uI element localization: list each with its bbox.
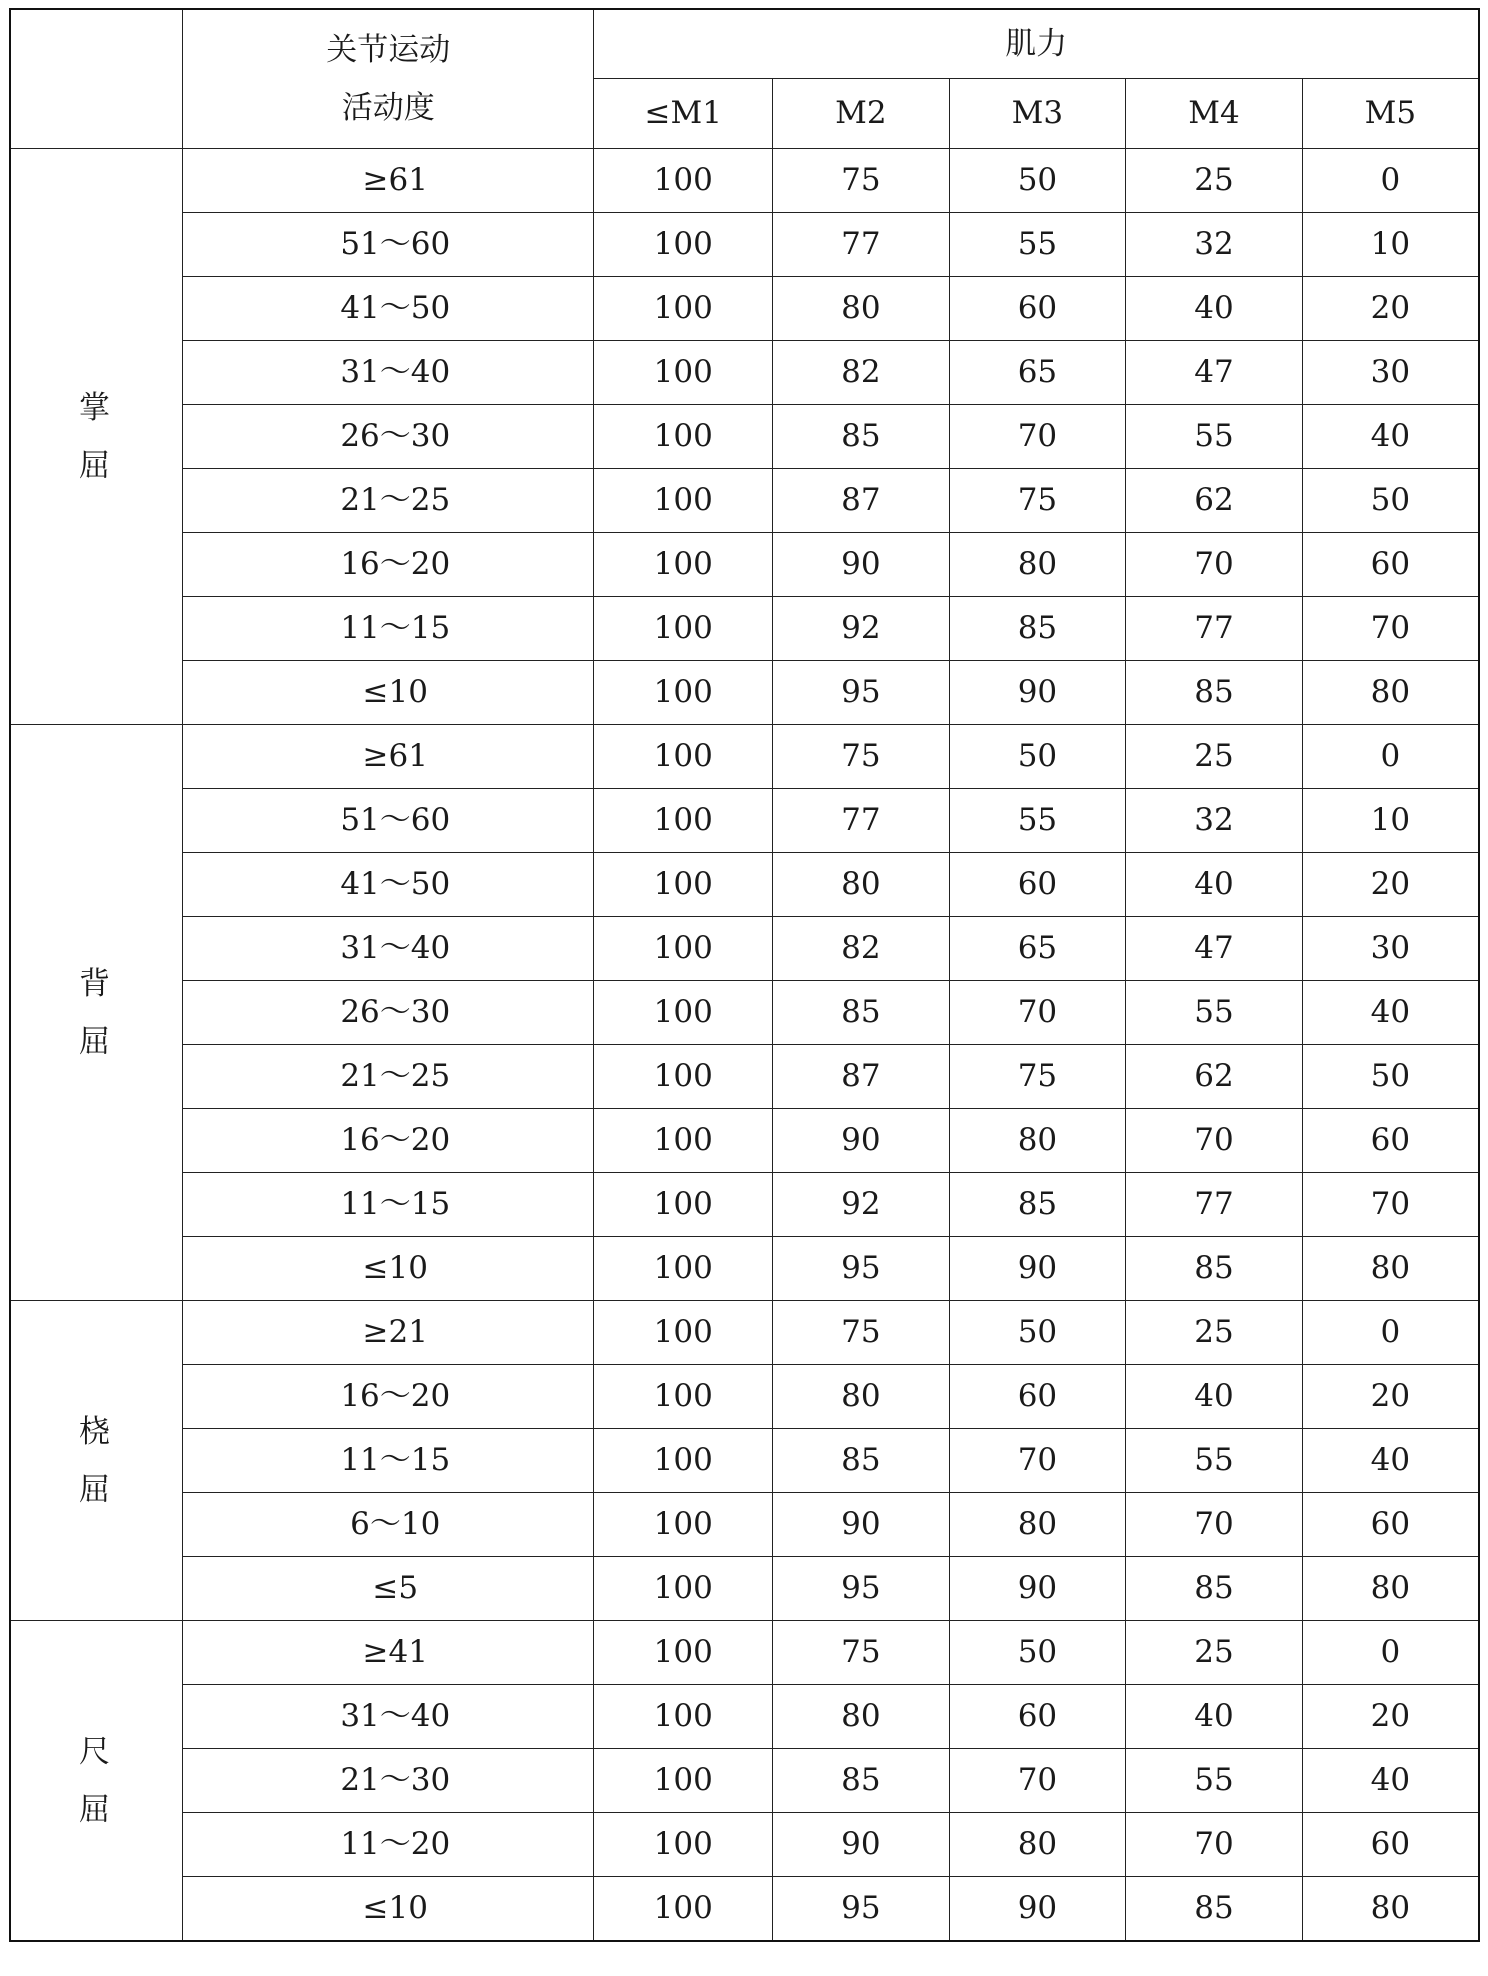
value-cell: 90 — [773, 533, 950, 597]
value-cell: 80 — [949, 1813, 1126, 1877]
value-cell: 50 — [949, 149, 1126, 213]
value-cell: 55 — [1126, 405, 1303, 469]
value-cell: 92 — [773, 1173, 950, 1237]
value-cell: 60 — [1302, 1493, 1479, 1557]
value-cell: 100 — [594, 533, 773, 597]
value-cell: 60 — [949, 1365, 1126, 1429]
value-cell: 50 — [1302, 1045, 1479, 1109]
value-cell: 100 — [594, 1301, 773, 1365]
value-cell: 82 — [773, 917, 950, 981]
group-label-cell — [10, 149, 183, 725]
value-cell: 80 — [773, 853, 950, 917]
muscle-strength-table — [9, 8, 1480, 1942]
grade-header-m1: ≤M1 — [594, 79, 773, 149]
value-cell: 40 — [1302, 405, 1479, 469]
group-label-line1: 尺 — [79, 1733, 111, 1770]
value-cell: 100 — [594, 597, 773, 661]
value-cell: 70 — [949, 1429, 1126, 1493]
range-cell: 16～20 — [183, 533, 594, 597]
muscle-strength-header: 肌力 — [594, 9, 1479, 79]
table-row — [10, 405, 1479, 469]
value-cell: 85 — [949, 1173, 1126, 1237]
value-cell: 95 — [773, 1237, 950, 1301]
value-cell: 90 — [773, 1813, 950, 1877]
value-cell: 80 — [949, 533, 1126, 597]
value-cell: 85 — [773, 1749, 950, 1813]
value-cell: 80 — [1302, 1877, 1479, 1942]
value-cell: 40 — [1302, 1749, 1479, 1813]
value-cell: 85 — [1126, 661, 1303, 725]
value-cell: 75 — [949, 1045, 1126, 1109]
value-cell: 100 — [594, 277, 773, 341]
value-cell: 65 — [949, 917, 1126, 981]
value-cell: 70 — [1126, 1493, 1303, 1557]
value-cell: 87 — [773, 1045, 950, 1109]
value-cell: 85 — [1126, 1877, 1303, 1942]
value-cell: 65 — [949, 341, 1126, 405]
value-cell: 100 — [594, 1429, 773, 1493]
range-cell: ≤5 — [183, 1557, 594, 1621]
range-cell: 41～50 — [183, 853, 594, 917]
value-cell: 85 — [949, 597, 1126, 661]
value-cell: 95 — [773, 661, 950, 725]
value-cell: 40 — [1126, 853, 1303, 917]
value-cell: 100 — [594, 405, 773, 469]
group-label-line1: 背 — [79, 965, 111, 1002]
range-cell: ≥61 — [183, 149, 594, 213]
value-cell: 87 — [773, 469, 950, 533]
range-cell: ≤10 — [183, 1237, 594, 1301]
value-cell: 85 — [773, 981, 950, 1045]
value-cell: 100 — [594, 1173, 773, 1237]
value-cell: 85 — [773, 405, 950, 469]
value-cell: 40 — [1302, 1429, 1479, 1493]
value-cell: 100 — [594, 469, 773, 533]
range-cell: 6～10 — [183, 1493, 594, 1557]
value-cell: 10 — [1302, 789, 1479, 853]
table-row — [10, 1493, 1479, 1557]
value-cell: 0 — [1302, 1621, 1479, 1685]
value-cell: 25 — [1126, 1621, 1303, 1685]
value-cell: 20 — [1302, 1365, 1479, 1429]
value-cell: 100 — [594, 213, 773, 277]
value-cell: 77 — [773, 789, 950, 853]
range-cell: 26～30 — [183, 405, 594, 469]
value-cell: 80 — [773, 1365, 950, 1429]
grade-header-m2: M2 — [773, 79, 950, 149]
value-cell: 0 — [1302, 149, 1479, 213]
table-row — [10, 533, 1479, 597]
table-row — [10, 149, 1479, 213]
value-cell: 100 — [594, 1109, 773, 1173]
table-row — [10, 1301, 1479, 1365]
value-cell: 95 — [773, 1877, 950, 1942]
value-cell: 100 — [594, 661, 773, 725]
value-cell: 40 — [1302, 981, 1479, 1045]
range-cell: 41～50 — [183, 277, 594, 341]
value-cell: 100 — [594, 1493, 773, 1557]
range-cell: ≥21 — [183, 1301, 594, 1365]
value-cell: 70 — [1302, 597, 1479, 661]
value-cell: 90 — [949, 1237, 1126, 1301]
value-cell: 10 — [1302, 213, 1479, 277]
value-cell: 100 — [594, 1237, 773, 1301]
value-cell: 60 — [949, 853, 1126, 917]
value-cell: 100 — [594, 1045, 773, 1109]
table-body — [10, 149, 1479, 1942]
table-header — [10, 9, 1479, 149]
range-cell: 31～40 — [183, 917, 594, 981]
value-cell: 50 — [949, 1301, 1126, 1365]
group-label-cell — [10, 725, 183, 1301]
table-row — [10, 853, 1479, 917]
value-cell: 25 — [1126, 149, 1303, 213]
value-cell: 85 — [1126, 1237, 1303, 1301]
value-cell: 32 — [1126, 789, 1303, 853]
value-cell: 100 — [594, 1877, 773, 1942]
group-label-line2: 屈 — [79, 1471, 111, 1508]
value-cell: 70 — [1126, 1813, 1303, 1877]
table-container — [9, 8, 1480, 1942]
value-cell: 70 — [949, 405, 1126, 469]
value-cell: 80 — [949, 1109, 1126, 1173]
value-cell: 0 — [1302, 1301, 1479, 1365]
table-row — [10, 981, 1479, 1045]
table-row — [10, 1813, 1479, 1877]
value-cell: 70 — [949, 1749, 1126, 1813]
table-row — [10, 917, 1479, 981]
table-row — [10, 661, 1479, 725]
group-label-line2: 屈 — [79, 447, 111, 484]
value-cell: 77 — [1126, 597, 1303, 661]
range-cell: ≤10 — [183, 661, 594, 725]
group-header-cell — [10, 9, 183, 149]
value-cell: 55 — [1126, 1429, 1303, 1493]
range-cell: 11～20 — [183, 1813, 594, 1877]
range-cell: 16～20 — [183, 1365, 594, 1429]
grade-header-m3: M3 — [949, 79, 1126, 149]
range-cell: 11～15 — [183, 1429, 594, 1493]
group-label-cell — [10, 1621, 183, 1942]
table-row — [10, 277, 1479, 341]
range-cell: ≤10 — [183, 1877, 594, 1942]
table-row — [10, 1685, 1479, 1749]
value-cell: 20 — [1302, 277, 1479, 341]
value-cell: 80 — [773, 277, 950, 341]
table-row — [10, 341, 1479, 405]
range-cell: 51～60 — [183, 789, 594, 853]
value-cell: 100 — [594, 981, 773, 1045]
range-cell: 31～40 — [183, 341, 594, 405]
value-cell: 95 — [773, 1557, 950, 1621]
table-row — [10, 1429, 1479, 1493]
value-cell: 100 — [594, 1557, 773, 1621]
range-header-line2: 活动度 — [341, 90, 435, 126]
table-row — [10, 1045, 1479, 1109]
value-cell: 25 — [1126, 1301, 1303, 1365]
value-cell: 0 — [1302, 725, 1479, 789]
value-cell: 60 — [949, 1685, 1126, 1749]
range-header-line1: 关节运动 — [326, 32, 451, 68]
value-cell: 60 — [1302, 1813, 1479, 1877]
value-cell: 75 — [949, 469, 1126, 533]
value-cell: 50 — [949, 1621, 1126, 1685]
value-cell: 47 — [1126, 341, 1303, 405]
value-cell: 80 — [773, 1685, 950, 1749]
range-cell: 21～25 — [183, 1045, 594, 1109]
value-cell: 60 — [1302, 1109, 1479, 1173]
value-cell: 60 — [949, 277, 1126, 341]
value-cell: 92 — [773, 597, 950, 661]
value-cell: 100 — [594, 725, 773, 789]
range-cell: 51～60 — [183, 213, 594, 277]
range-cell: 11～15 — [183, 1173, 594, 1237]
value-cell: 100 — [594, 341, 773, 405]
value-cell: 100 — [594, 1365, 773, 1429]
value-cell: 20 — [1302, 1685, 1479, 1749]
range-cell: 21～25 — [183, 469, 594, 533]
table-row — [10, 213, 1479, 277]
range-header-cell — [183, 9, 594, 149]
value-cell: 100 — [594, 853, 773, 917]
value-cell: 77 — [1126, 1173, 1303, 1237]
value-cell: 90 — [949, 1877, 1126, 1942]
value-cell: 90 — [773, 1109, 950, 1173]
value-cell: 80 — [949, 1493, 1126, 1557]
value-cell: 55 — [949, 213, 1126, 277]
header-row-top — [10, 9, 1479, 79]
value-cell: 100 — [594, 1813, 773, 1877]
table-row — [10, 469, 1479, 533]
value-cell: 30 — [1302, 917, 1479, 981]
value-cell: 100 — [594, 1621, 773, 1685]
value-cell: 80 — [1302, 1237, 1479, 1301]
value-cell: 40 — [1126, 1365, 1303, 1429]
value-cell: 25 — [1126, 725, 1303, 789]
value-cell: 90 — [949, 661, 1126, 725]
value-cell: 50 — [949, 725, 1126, 789]
value-cell: 90 — [773, 1493, 950, 1557]
table-row — [10, 1621, 1479, 1685]
range-cell: ≥61 — [183, 725, 594, 789]
value-cell: 80 — [1302, 661, 1479, 725]
value-cell: 77 — [773, 213, 950, 277]
value-cell: 75 — [773, 1301, 950, 1365]
value-cell: 40 — [1126, 1685, 1303, 1749]
range-cell: 31～40 — [183, 1685, 594, 1749]
table-row — [10, 789, 1479, 853]
value-cell: 85 — [773, 1429, 950, 1493]
value-cell: 100 — [594, 789, 773, 853]
value-cell: 20 — [1302, 853, 1479, 917]
value-cell: 75 — [773, 149, 950, 213]
group-label-cell — [10, 1301, 183, 1621]
table-row — [10, 1173, 1479, 1237]
value-cell: 50 — [1302, 469, 1479, 533]
value-cell: 82 — [773, 341, 950, 405]
value-cell: 75 — [773, 1621, 950, 1685]
table-row — [10, 725, 1479, 789]
value-cell: 100 — [594, 917, 773, 981]
value-cell: 62 — [1126, 469, 1303, 533]
range-cell: ≥41 — [183, 1621, 594, 1685]
group-label-line1: 桡 — [79, 1413, 111, 1450]
table-row — [10, 1877, 1479, 1942]
value-cell: 32 — [1126, 213, 1303, 277]
table-row — [10, 1109, 1479, 1173]
table-row — [10, 597, 1479, 661]
group-label-line2: 屈 — [79, 1791, 111, 1828]
table-row — [10, 1557, 1479, 1621]
value-cell: 55 — [1126, 981, 1303, 1045]
value-cell: 55 — [1126, 1749, 1303, 1813]
range-cell: 21～30 — [183, 1749, 594, 1813]
grade-header-m4: M4 — [1126, 79, 1303, 149]
group-label-line2: 屈 — [79, 1023, 111, 1060]
table-row — [10, 1365, 1479, 1429]
range-cell: 16～20 — [183, 1109, 594, 1173]
value-cell: 47 — [1126, 917, 1303, 981]
value-cell: 85 — [1126, 1557, 1303, 1621]
value-cell: 100 — [594, 1685, 773, 1749]
value-cell: 62 — [1126, 1045, 1303, 1109]
range-cell: 26～30 — [183, 981, 594, 1045]
value-cell: 55 — [949, 789, 1126, 853]
table-row — [10, 1237, 1479, 1301]
value-cell: 70 — [1126, 1109, 1303, 1173]
value-cell: 75 — [773, 725, 950, 789]
value-cell: 80 — [1302, 1557, 1479, 1621]
grade-header-m5: M5 — [1302, 79, 1479, 149]
value-cell: 60 — [1302, 533, 1479, 597]
range-cell: 11～15 — [183, 597, 594, 661]
value-cell: 70 — [1302, 1173, 1479, 1237]
group-label-line1: 掌 — [79, 389, 111, 426]
value-cell: 30 — [1302, 341, 1479, 405]
value-cell: 70 — [1126, 533, 1303, 597]
value-cell: 100 — [594, 149, 773, 213]
value-cell: 100 — [594, 1749, 773, 1813]
value-cell: 40 — [1126, 277, 1303, 341]
value-cell: 70 — [949, 981, 1126, 1045]
value-cell: 90 — [949, 1557, 1126, 1621]
table-row — [10, 1749, 1479, 1813]
